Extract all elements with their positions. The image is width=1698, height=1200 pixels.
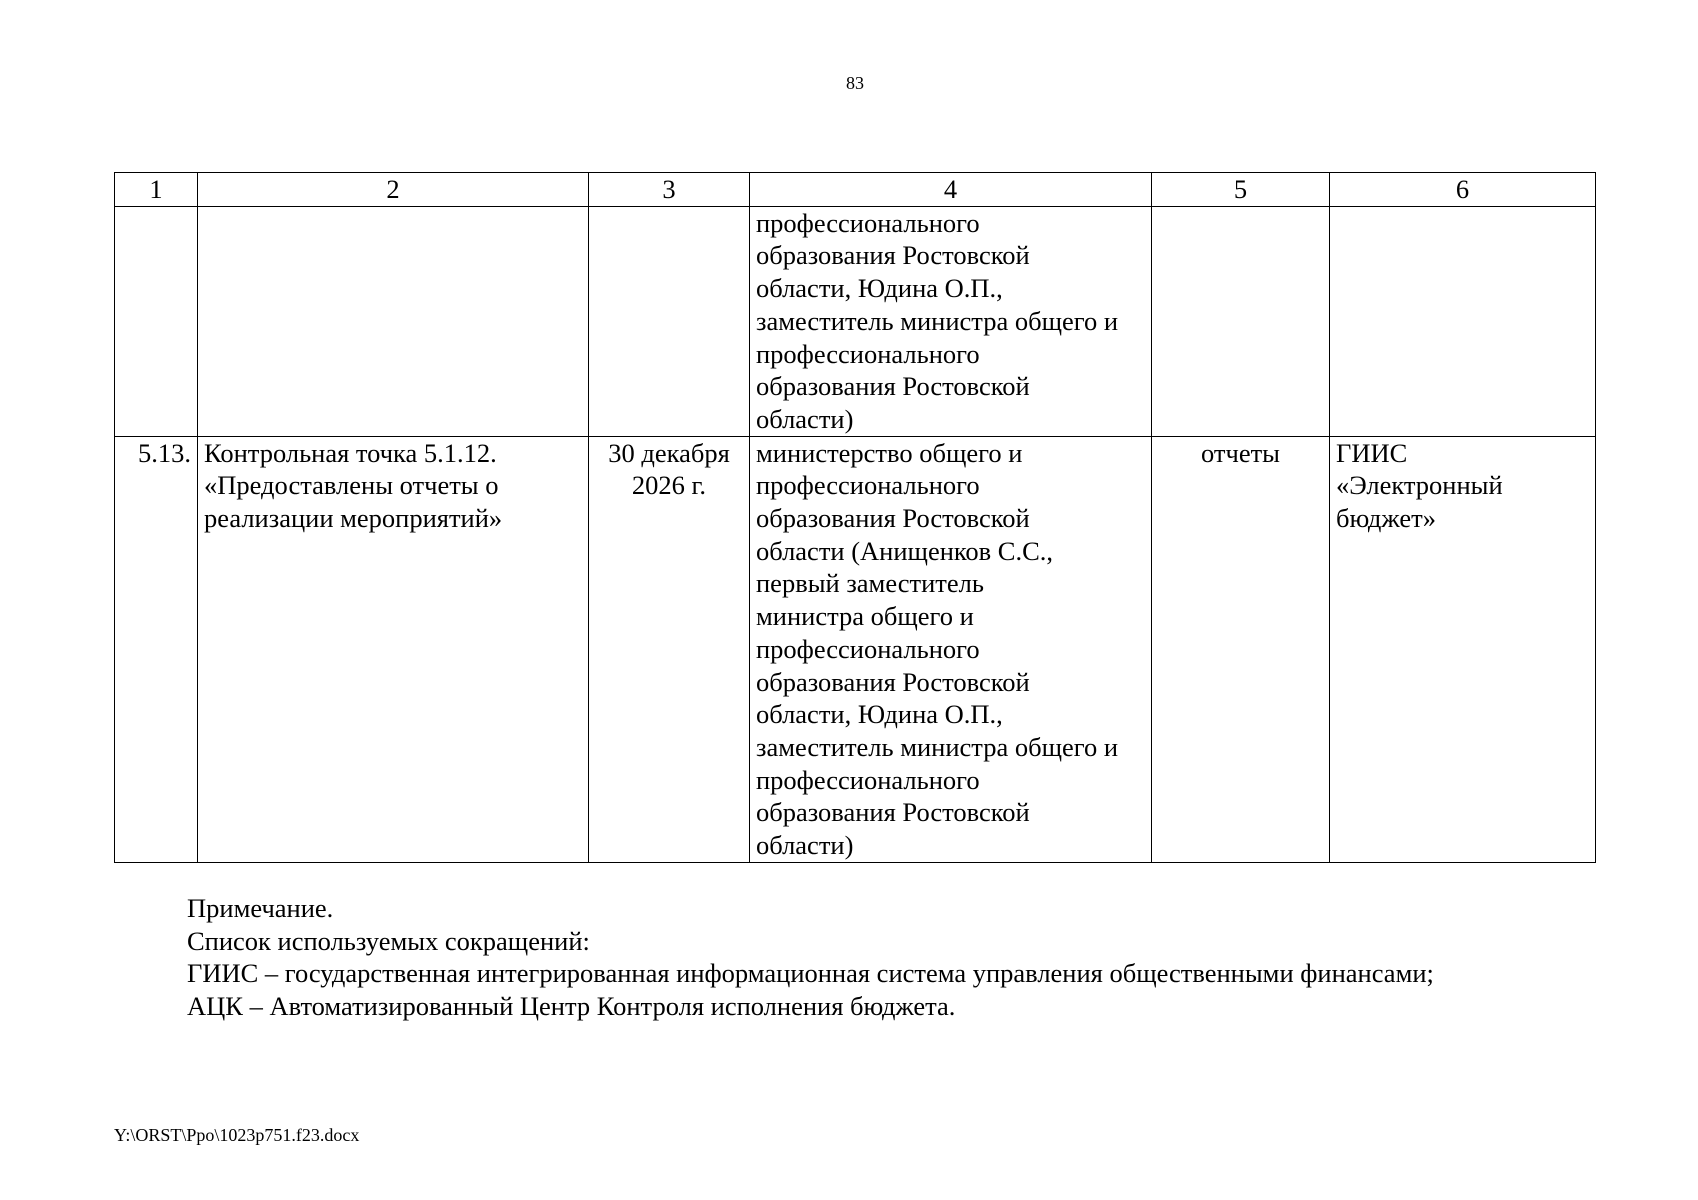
- cell-number: [115, 206, 198, 436]
- header-col-5: 5: [1152, 173, 1330, 207]
- cell-line: 2026 г.: [631, 470, 707, 501]
- cell-line: бюджет»: [1336, 503, 1436, 534]
- cell-line: профессионального: [756, 207, 980, 238]
- cell-line: реализации мероприятий»: [204, 503, 503, 534]
- header-col-3: 3: [589, 173, 750, 207]
- cell-line: профессионального: [756, 633, 980, 664]
- cell-document: [1152, 206, 1330, 436]
- cell-system: [1330, 436, 1596, 862]
- cell-document: отчеты: [1152, 436, 1330, 862]
- cell-line: области, Юдина О.П.,: [756, 273, 1003, 304]
- cell-line: области): [756, 403, 854, 434]
- header-col-1: 1: [115, 173, 198, 207]
- cell-line: заместитель министра общего и: [756, 305, 1119, 336]
- cell-line: образования Ростовской: [756, 666, 1030, 697]
- header-col-6: 6: [1330, 173, 1596, 207]
- cell-line: профессионального: [756, 338, 980, 369]
- cell-line: ГИИС: [1336, 437, 1408, 468]
- cell-line: «Предоставлены отчеты о: [204, 470, 499, 501]
- cell-name: [198, 436, 589, 862]
- cell-name: [198, 206, 589, 436]
- note-title: Примечание.: [187, 893, 334, 923]
- abbreviations-heading: Список используемых сокращений:: [187, 925, 590, 956]
- page-number: 83: [846, 73, 864, 93]
- table-header-row: [115, 173, 1596, 207]
- table-row-5-13: [115, 436, 1596, 862]
- table-row-continuation: [115, 206, 1596, 436]
- header-col-2: 2: [198, 173, 589, 207]
- cell-line: образования Ростовской: [756, 503, 1030, 534]
- cell-line: профессионального: [756, 470, 980, 501]
- cell-line: образования Ростовской: [756, 797, 1030, 828]
- cell-line: области, Юдина О.П.,: [756, 699, 1003, 730]
- cell-responsible: [750, 436, 1152, 862]
- cell-line: «Электронный: [1336, 470, 1503, 501]
- abbreviation-giis: ГИИС – государственная интегрированная информационная система управления общественными финансами;: [187, 958, 1434, 989]
- cell-system: [1330, 206, 1596, 436]
- note-block: [187, 892, 1434, 1023]
- cell-line: образования Ростовской: [756, 371, 1030, 402]
- cell-line: министра общего и: [756, 601, 974, 632]
- cell-line: заместитель министра общего и: [756, 731, 1119, 762]
- cell-line: министерство общего и: [756, 437, 1023, 468]
- cell-number: 5.13.: [115, 436, 198, 862]
- cell-date: [589, 436, 750, 862]
- abbreviation-ack: АЦК – Автоматизированный Центр Контроля исполнения бюджета.: [187, 991, 956, 1022]
- activities-table: [114, 172, 1596, 863]
- cell-line: области (Анищенков С.С.,: [756, 535, 1054, 566]
- header-col-4: 4: [750, 173, 1152, 207]
- cell-line: образования Ростовской: [756, 240, 1030, 271]
- cell-line: Контрольная точка 5.1.12.: [204, 437, 497, 468]
- cell-line: 30 декабря: [608, 437, 730, 468]
- footer-file-path: Y:\ORST\Ppo\1023p751.f23.docx: [114, 1125, 360, 1145]
- cell-line: профессионального: [756, 764, 980, 795]
- cell-responsible: [750, 206, 1152, 436]
- cell-line: первый заместитель: [756, 568, 984, 599]
- cell-line: области): [756, 830, 854, 861]
- cell-date: [589, 206, 750, 436]
